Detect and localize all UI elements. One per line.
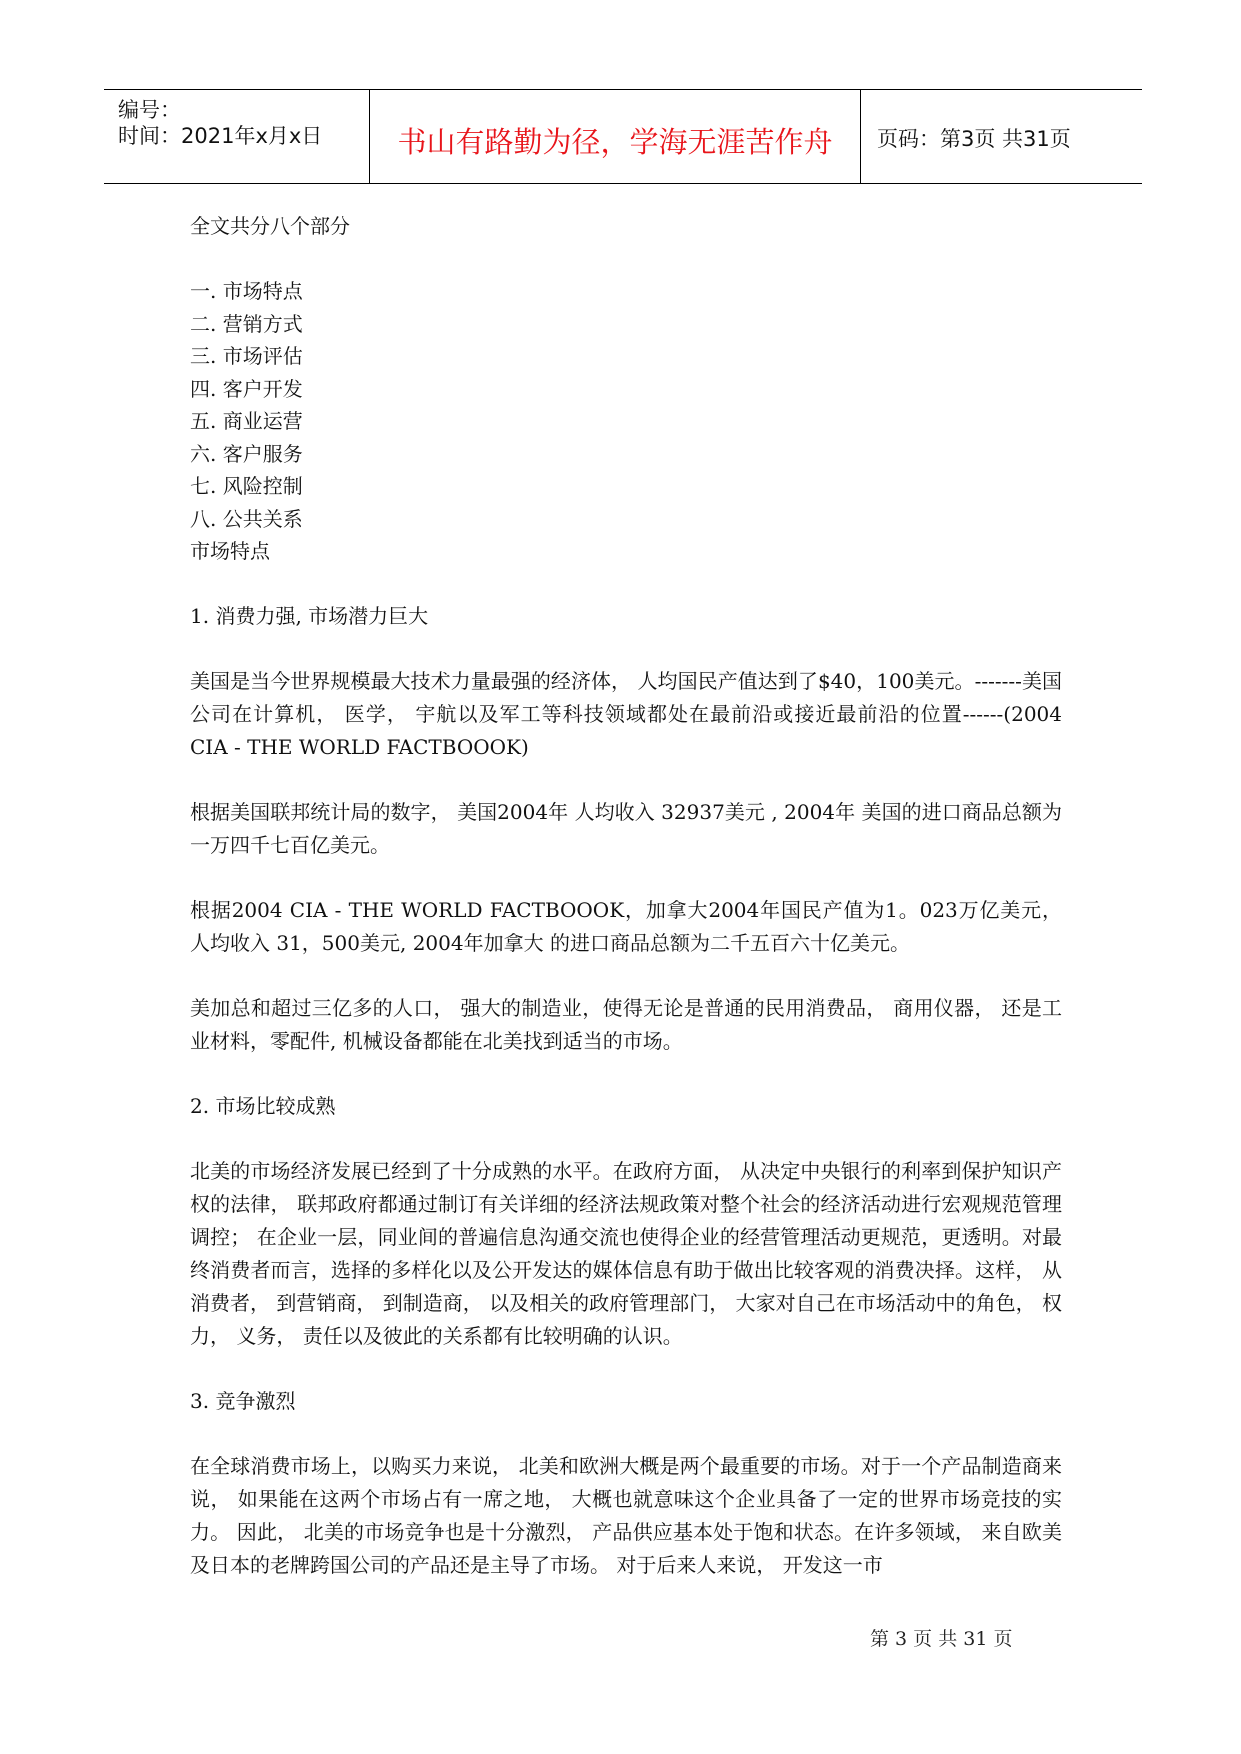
paragraph-6: 在全球消费市场上，以购买力来说， 北美和欧洲大概是两个最重要的市场。对于一个产品制造商来说， 如果能在这两个市场占有一席之地， 大概也就意味这个企业具备了一定的世界市场竞技的实力。 因此， 北美的市场竞争也是十分激烈， 产品供应基本处于饱和状态。在许多领域， 来自欧美及日本的老牌跨国公司的产品还是主导了市场。 对于后来人来说， 开发这一市 — [190, 1453, 1062, 1577]
section-title: 市场特点 — [190, 539, 270, 563]
toc-item: 三. 市场评估 — [190, 344, 303, 368]
header-right-cell — [861, 90, 1142, 183]
heading-3: 3. 竞争激烈 — [190, 1388, 296, 1413]
heading-1: 1. 消费力强, 市场潜力巨大 — [190, 603, 429, 628]
toc-item: 五. 商业运营 — [190, 409, 303, 433]
page-header — [104, 89, 1142, 184]
paragraph-3: 根据2004 CIA - THE WORLD FACTBOOOK，加拿大2004年国民产值为1。023万亿美元， 人均收入 31，500美元, 2004年加拿大 的进口商品总额为二千五百六十亿美元。 — [190, 897, 1062, 955]
header-motto: 书山有路勤为径，学海无涯苦作舟 — [397, 125, 833, 159]
toc-item: 六. 客户服务 — [190, 441, 303, 466]
paragraph-1: 美国是当今世界规模最大技术力量最强的经济体， 人均国民产值达到了$40，100美元。-------美国公司在计算机， 医学， 宇航以及军工等科技领域都处在最前沿或接近最前沿的位置------(2004 CIA - THE WORLD FACTBOOOK) — [190, 668, 1062, 759]
heading-2: 2. 市场比较成熟 — [190, 1093, 336, 1118]
toc-item: 八. 公共关系 — [190, 506, 303, 531]
toc-item: 二. 营销方式 — [190, 311, 303, 336]
paragraph-2: 根据美国联邦统计局的数字， 美国2004年 人均收入 32937美元 , 2004年 美国的进口商品总额为一万四千七百亿美元。 — [190, 799, 1062, 857]
toc-item: 一. 市场特点 — [190, 279, 303, 303]
intro-text: 全文共分八个部分 — [190, 214, 350, 238]
toc-item: 七. 风险控制 — [190, 474, 303, 498]
table-of-contents — [190, 275, 1062, 568]
header-left-cell — [104, 90, 370, 183]
document-number-label: 编号： — [118, 98, 181, 122]
paragraph-4: 美加总和超过三亿多的人口， 强大的制造业，使得无论是普通的民用消费品， 商用仪器， 还是工业材料，零配件, 机械设备都能在北美找到适当的市场。 — [190, 995, 1062, 1053]
document-time-label: 时间：2021年x月x日 — [118, 124, 323, 148]
paragraph-5: 北美的市场经济发展已经到了十分成熟的水平。在政府方面， 从决定中央银行的利率到保护知识产权的法律， 联邦政府都通过制订有关详细的经济法规政策对整个社会的经济活动进行宏观规范管理调控； 在企业一层，同业间的普遍信息沟通交流也使得企业的经营管理活动更规范，更透明。对最终消费者而言，选择的多样化以及公开发达的媒体信息有助于做出比较客观的消费决择。这样， 从消费者， 到营销商， 到制造商， 以及相关的政府管理部门， 大家对自己在市场活动中的角色， 权力， 义务， 责任以及彼此的关系都有比较明确的认识。 — [190, 1158, 1062, 1348]
document-body — [190, 210, 1062, 1582]
toc-item: 四. 客户开发 — [190, 376, 303, 401]
header-middle-cell — [370, 90, 861, 183]
page-footer: 第 3 页 共 31 页 — [870, 1628, 1013, 1650]
header-page-label: 页码：第3页 共31页 — [877, 127, 1071, 151]
